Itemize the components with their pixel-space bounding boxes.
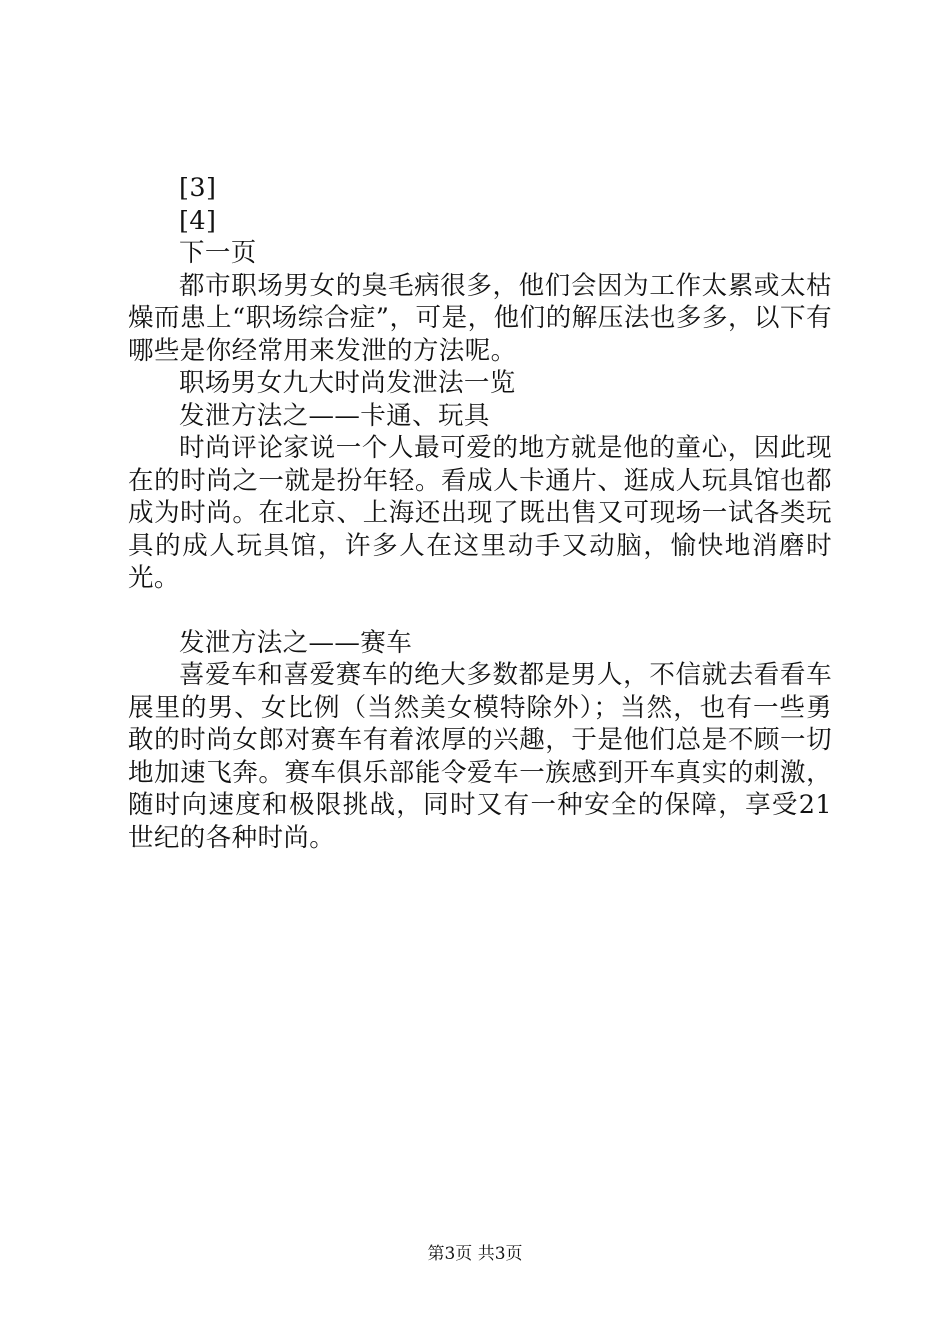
next-page-text: 下一页 [179, 238, 257, 268]
reference-marker-3: [3] [179, 173, 217, 203]
article-title: 职场男女九大时尚发泄法一览 [179, 368, 516, 398]
reference-marker-4: [4] [179, 205, 217, 236]
paragraph-gap [128, 595, 832, 627]
document-body [128, 172, 832, 854]
page-footer: 第3页 共3页 [427, 1244, 523, 1264]
section-body-toys: 时尚评论家说一个人最可爱的地方就是他的童心，因此现在的时尚之一就是扮年轻。看成人卡通片、逛成人玩具馆也都成为时尚。在北京、上海还出现了既出售又可现场一试各类玩具的成人玩具馆，许多人在这里动手又动脑，愉快地消磨时光。 [128, 433, 832, 593]
section-heading-toys: 发泄方法之——卡通、玩具 [179, 400, 490, 431]
section-body-racing: 喜爱车和喜爱赛车的绝大多数都是男人，不信就去看看车展里的男、女比例（当然美女模特除外）；当然，也有一些勇敢的时尚女郎对赛车有着浓厚的兴趣，于是他们总是不顾一切地加速飞奔。赛车俱乐部能令爱车一族感到开车真实的刺激，随时向速度和极限挑战，同时又有一种安全的保障，享受21世纪的各种时尚。 [128, 660, 832, 853]
section-heading-racing: 发泄方法之——赛车 [179, 627, 413, 658]
intro-paragraph: 都市职场男女的臭毛病很多，他们会因为工作太累或太枯燥而患上“职场综合症”，可是，他们的解压法也多多，以下有哪些是你经常用来发泄的方法呢。 [128, 270, 832, 366]
